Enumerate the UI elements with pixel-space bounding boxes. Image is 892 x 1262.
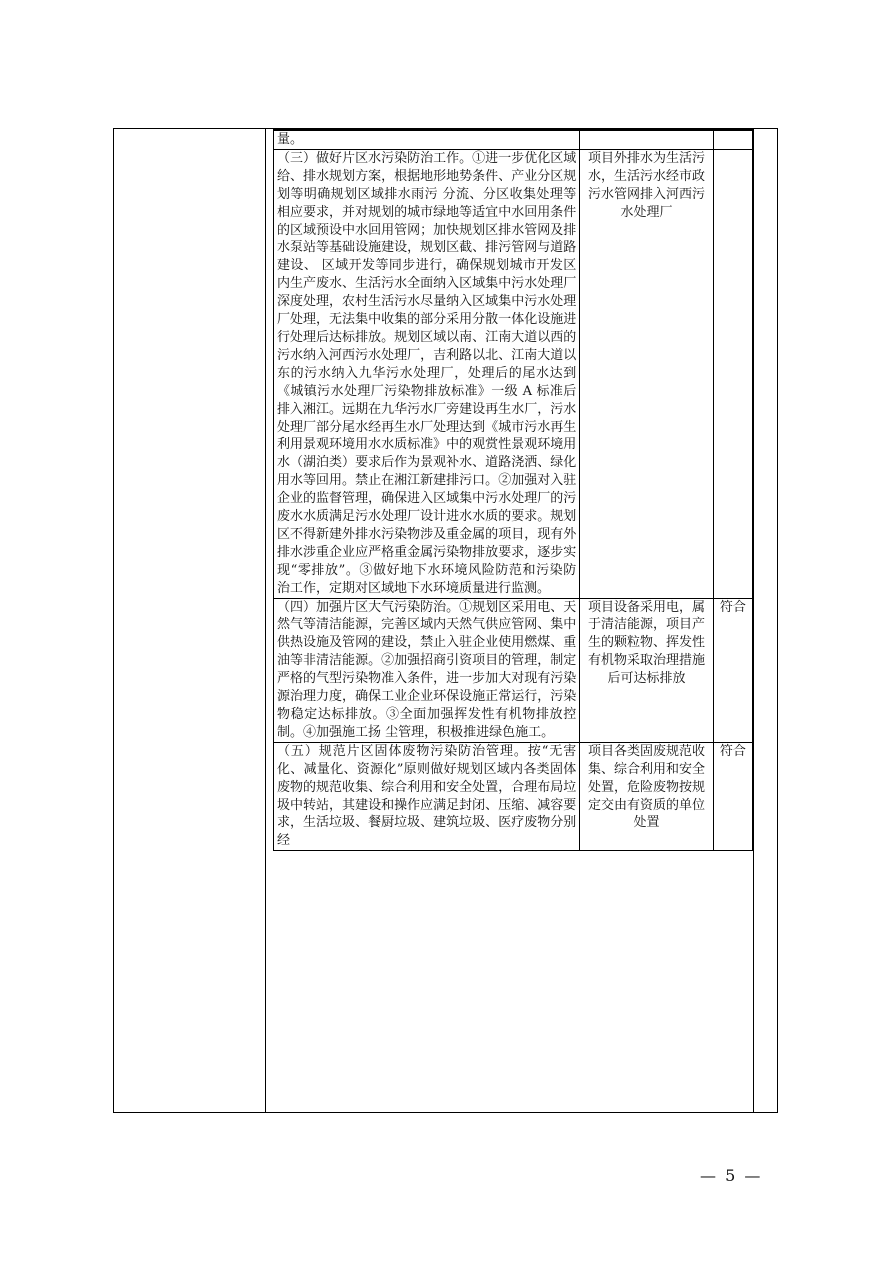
requirement-cell: （三）做好片区水污染防治工作。①进一步优化区域给、排水规划方案，根据地形地势条件、产业分区规划等明确规划区域排水雨污 分流、分区收集处理等相应要求，并对规划的城市绿地等适宜中水回用条件的区域预设中水回用管网；加快规划区排水管网及排水泵站等基础设施建设，规划区截、排污管网与道路建设、 区域开发等同步进行，确保规划城市开发区内生产废水、生活污水全面纳入区域集中污水处理厂深度处理，农村生活污水尽量纳入区域集中污水处理厂处理，无法集中收集的部分采用分散一体化设施进行处理后达标排放。规划区域以南、江南大道以西的污水纳入河西污水处理厂，吉利路以北、江南大道以东的污水纳入九华污水处理厂，处理后的尾水达到《城镇污水处理厂污染物排放标准》一级 A 标准后排入湘江。远期在九华污水厂旁建设再生水厂，污水处理厂部分尾水经再生水厂处理达到《城市污水再生利用景观环境用水水质标准》中的观赏性景观环境用水（湖泊类）要求后作为景观补水、道路浇洒、绿化用水等回用。禁止在湘江新建排污口。②加强对入驻企业的监督管理，确保进入区域集中污水处理厂的污废水水质满足污水处理厂设计进水水质的要求。规划区不得新建外排水污染物涉及重金属的项目，现有外排水涉重企业应严格重金属污染物排放要求，逐步实现“零排放”。③做好地下水环境风险防范和污染防治工作，定期对区域地下水环境质量进行监测。 (274, 149, 580, 598)
verdict-cell (713, 149, 752, 598)
requirement-cell: （四）加强片区大气污染防治。①规划区采用电、天然气等清洁能源，完善区域内天然气供应管网、集中供热设施及管网的建设，禁止入驻企业使用燃煤、重油等非清洁能源。②加强招商引资项目的管理，制定严格的气型污染物准入条件，进一步加大对现有污染源治理力度，确保工业企业环保设施正常运行，污染物稳定达标排放。③全面加强挥发性有机物排放控制。④加强施工扬 尘管理，积极推进绿色施工。 (274, 598, 580, 742)
column-divider-left (265, 128, 266, 1113)
table-row (274, 742, 753, 850)
column-divider-right (753, 128, 754, 1113)
requirement-cell: （五）规范片区固体废物污染防治管理。按“无害化、减量化、资源化”原则做好规划区域内各类固体废物的规范收集、综合利用和安全处置，合理布局垃圾中转站，其建设和操作应满足封闭、压缩、减容要求，生活垃圾、餐厨垃圾、建筑垃圾、医疗废物分别经 (274, 742, 580, 850)
table-row (274, 130, 753, 149)
project-cell: 项目外排水为生活污水，生活污水经市政污水管网排入河西污水处理厂 (580, 149, 714, 598)
table-row (274, 149, 753, 598)
project-cell: 项目各类固废规范收集、综合利用和安全处置，危险废物按规定交由有资质的单位处置 (580, 742, 714, 850)
project-cell (580, 130, 714, 149)
verdict-cell: 符合 (713, 742, 752, 850)
table-row (274, 598, 753, 742)
page-number: — 5 — (700, 1166, 763, 1185)
verdict-cell: 符合 (713, 598, 752, 742)
compliance-table (273, 129, 753, 851)
requirement-cell: 量。 (274, 130, 580, 149)
project-cell: 项目设备采用电，属于清洁能源，项目产生的颗粒物、挥发性有机物采取治理措施后可达标排放 (580, 598, 714, 742)
verdict-cell (713, 130, 752, 149)
